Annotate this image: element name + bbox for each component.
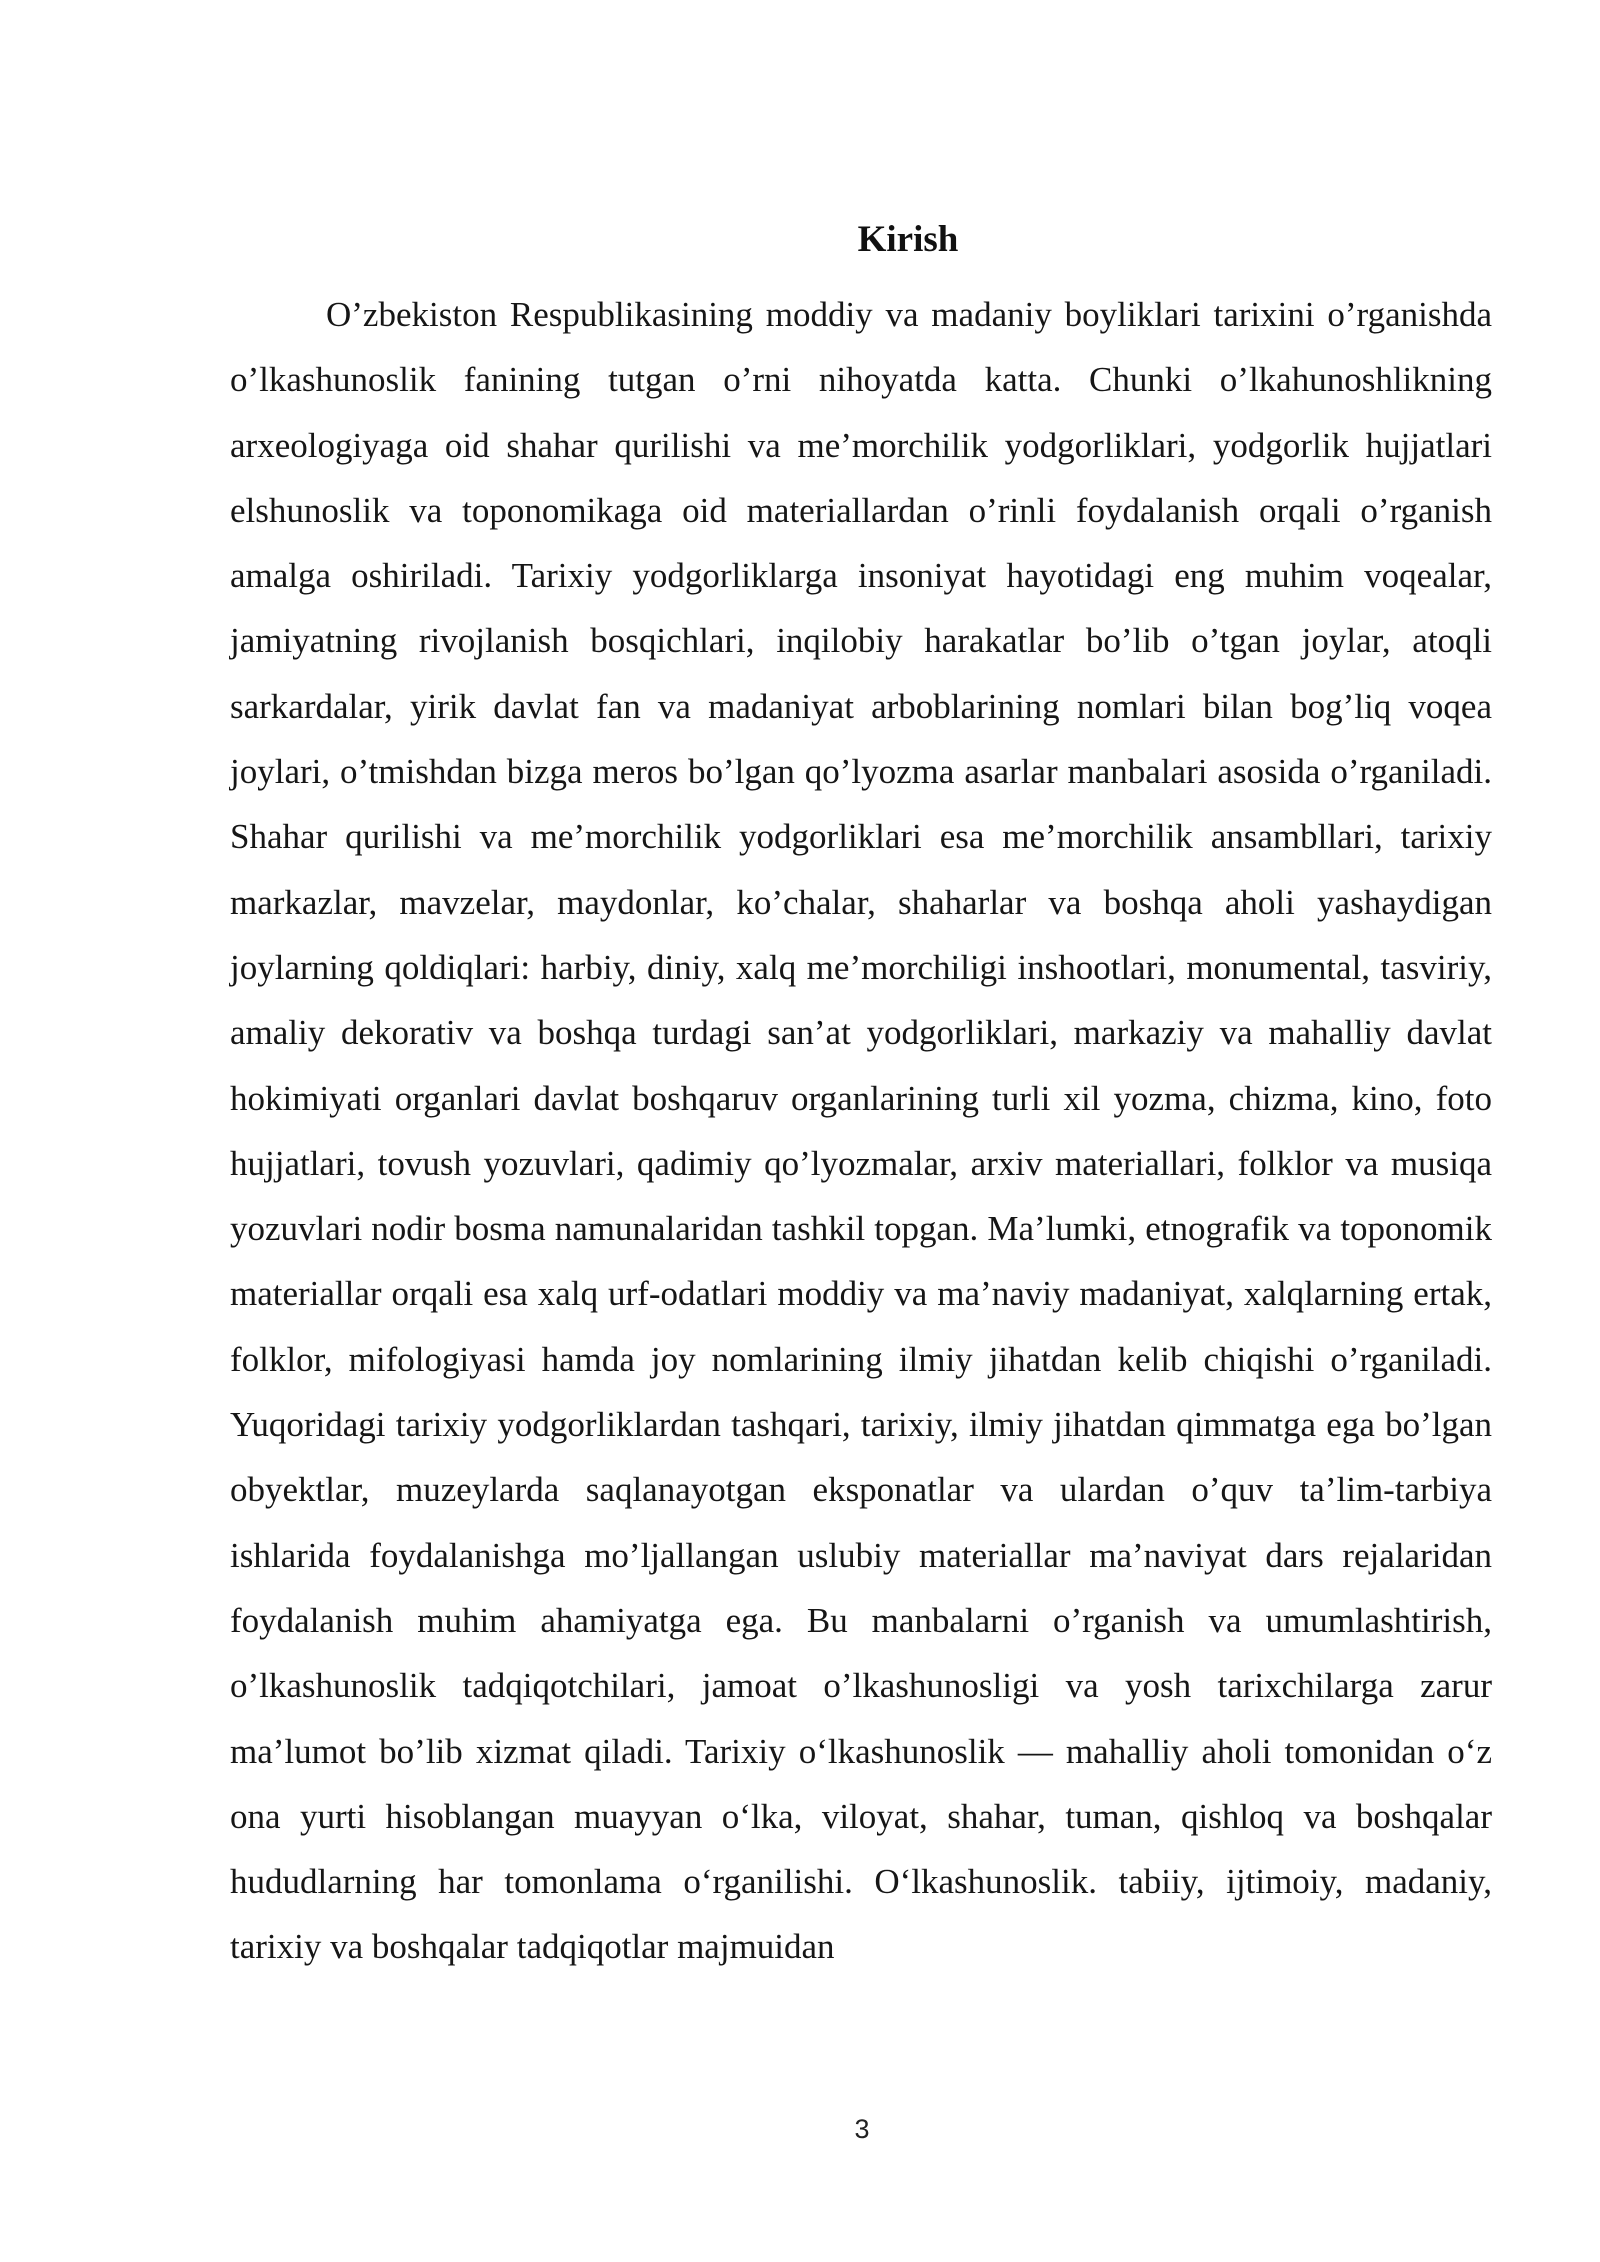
page-number: 3	[854, 2114, 870, 2144]
section-title: Kirish	[857, 219, 959, 260]
body-paragraph: O’zbekiston Respublikasining moddiy va madaniy boyliklari tarixini o’rganishda o’lkashunoslik fanining tutgan o’rni nihoyatda katta. Chunki o’lkahunoshlikning arxeologiyaga oid shahar qurilishi va me’morchilik yodgorliklari, yodgorlik hujjatlari elshunoslik va toponomikaga oid materiallardan o’rinli foydalanish orqali o’rganish amalga oshiriladi. Tarixiy yodgorliklarga insoniyat hayotidagi eng muhim voqealar, jamiyatning rivojlanish bosqichlari, inqilobiy harakatlar bo’lib o’tgan joylar, atoqli sarkardalar, yirik davlat fan va madaniyat arboblarining nomlari bilan bog’liq voqea joylari, o’tmishdan bizga meros bo’lgan qo’lyozma asarlar manbalari asosida o’rganiladi. Shahar qurilishi va me’morchilik yodgorliklari esa me’morchilik ansambllari, tarixiy markazlar, mavzelar, maydonlar, ko’chalar, shaharlar va boshqa aholi yashaydigan joylarning qoldiqlari: harbiy, diniy, xalq me’morchiligi inshootlari, monumental, tasviriy, amaliy dekorativ va boshqa turdagi san’at yodgorliklari, markaziy va mahalliy davlat hokimiyati organlari davlat boshqaruv organlarining turli xil yozma, chizma, kino, foto hujjatlari, tovush yozuvlari, qadimiy qo’lyozmalar, arxiv materiallari, folklor va musiqa yozuvlari nodir bosma namunalaridan tashkil topgan. Ma’lumki, etnografik va toponomik materiallar orqali esa xalq urf-odatlari moddiy va ma’naviy madaniyat, xalqlarning ertak, folklor, mifologiyasi hamda joy nomlarining ilmiy jihatdan kelib chiqishi o’rganiladi. Yuqoridagi tarixiy yodgorliklardan tashqari, tarixiy, ilmiy jihatdan qimmatga ega bo’lgan obyektlar, muzeylarda saqlanayotgan eksponatlar va ulardan o’quv ta’lim-tarbiya ishlarida foydalanishga mo’ljallangan uslubiy materiallar ma’naviyat dars rejalaridan foydalanish muhim ahamiyatga ega. Bu manbalarni o’rganish va umumlashtirish, o’lkashunoslik tadqiqotchilari, jamoat o’lkashunosligi va yosh tarixchilarga zarur ma’lumot bo’lib xizmat qiladi. Tarixiy oʻlkashunoslik — mahalliy aholi tomonidan oʻz ona yurti hisoblangan muayyan oʻlka, viloyat, shahar, tuman, qishloq va boshqalar hududlarning har tomonlama oʻrganilishi. Oʻlkashunoslik. tabiiy, ijtimoiy, madaniy, tarixiy va boshqalar tadqiqotlar majmuidan	[230, 295, 1492, 1967]
